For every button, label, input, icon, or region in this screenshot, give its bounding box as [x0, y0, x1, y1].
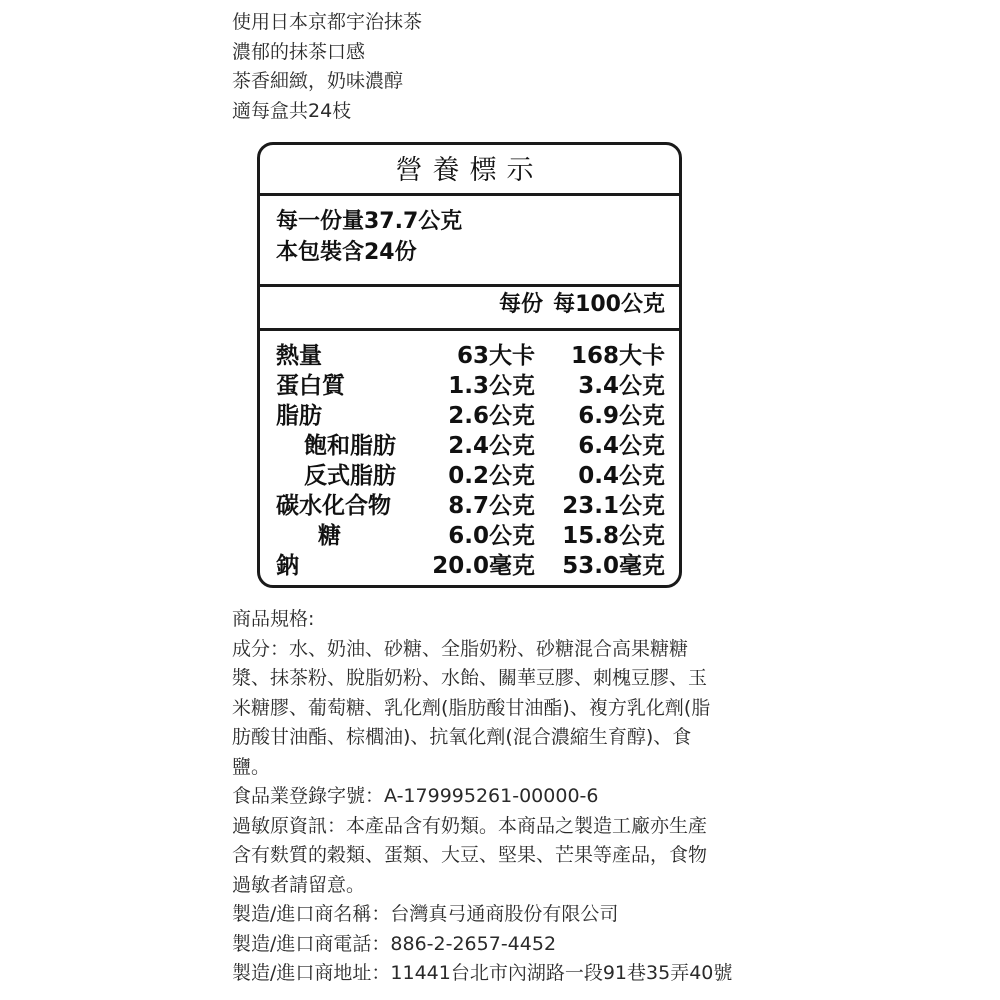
- nutrient-name: 糖: [318, 523, 341, 549]
- ingredients-line: 肪酸甘油酯、棕櫚油)、抗氧化劑(混合濃縮生育醇)、食: [232, 726, 692, 748]
- intro-line: 茶香細緻，奶味濃醇: [232, 70, 404, 92]
- nutrient-per-100g: 15.8公克: [562, 523, 665, 549]
- nutrient-per-100g: 6.4公克: [578, 433, 665, 459]
- nutrient-per-serving: 0.2公克: [448, 463, 535, 489]
- nutrition-label-title: 營養標示: [395, 155, 544, 186]
- nutrient-row-sodium: [276, 551, 665, 581]
- nutrient-row-saturated-fat: [276, 431, 665, 461]
- allergen-line: 含有麩質的穀類、蛋類、大豆、堅果、芒果等產品，食物: [232, 844, 708, 866]
- nutrient-row-carbohydrate: [276, 491, 665, 521]
- nutrient-per-serving: 6.0公克: [448, 523, 535, 549]
- nutrient-per-serving: 2.4公克: [448, 433, 535, 459]
- column-headers: [499, 290, 665, 320]
- nutrient-per-100g: 3.4公克: [578, 373, 665, 399]
- product-specification: [232, 605, 772, 989]
- nutrient-name: 脂肪: [276, 403, 322, 429]
- ingredients-line: 漿、抹茶粉、脫脂奶粉、水飴、關華豆膠、刺槐豆膠、玉: [232, 667, 708, 689]
- nutrient-per-100g: 23.1公克: [562, 493, 665, 519]
- manufacturer-phone: 製造/進口商電話：886-2-2657-4452: [232, 932, 557, 955]
- ingredients-line: 成分：水、奶油、砂糖、全脂奶粉、砂糖混合高果糖糖: [232, 637, 689, 660]
- nutrient-per-serving: 20.0毫克: [432, 553, 535, 579]
- manufacturer-name: 製造/進口商名稱：台灣真弓通商股份有限公司: [232, 903, 619, 925]
- nutrient-per-100g: 168大卡: [570, 343, 665, 369]
- nutrient-per-100g: 53.0毫克: [562, 553, 665, 579]
- nutrition-label: [257, 142, 682, 588]
- ingredients-line: 鹽。: [232, 755, 271, 778]
- intro-line: 濃郁的抹茶口感: [232, 40, 366, 63]
- serving-size: 每一份量37.7公克: [276, 209, 463, 234]
- nutrient-name: 熱量: [276, 343, 322, 369]
- nutrient-name: 飽和脂肪: [304, 433, 396, 459]
- nutrient-per-serving: 63大卡: [456, 343, 535, 369]
- ingredients-line: 米糖膠、葡萄糖、乳化劑(脂肪酸甘油酯)、複方乳化劑(脂: [232, 696, 711, 719]
- spec-heading: 商品規格:: [232, 608, 315, 630]
- nutrient-table: [276, 341, 665, 581]
- nutrient-name: 鈉: [276, 553, 299, 579]
- product-intro: [232, 8, 422, 126]
- nutrient-row-trans-fat: [276, 461, 665, 491]
- nutrient-name: 蛋白質: [276, 373, 345, 399]
- nutrient-row-protein: [276, 371, 665, 401]
- servings-per-package: 本包裝含24份: [276, 240, 417, 265]
- allergen-line: 過敏原資訊：本產品含有奶類。本商品之製造工廠亦生產: [232, 814, 708, 837]
- registration-number: 食品業登錄字號：A-179995261-00000-6: [232, 785, 599, 807]
- column-header-per-serving: 每份: [499, 292, 544, 317]
- nutrient-per-serving: 8.7公克: [448, 493, 535, 519]
- divider: [260, 284, 679, 287]
- intro-line: 使用日本京都宇治抹茶: [232, 11, 423, 33]
- nutrient-per-serving: 2.6公克: [448, 403, 535, 429]
- column-header-per-100g: 每100公克: [553, 292, 665, 317]
- nutrient-per-serving: 1.3公克: [448, 373, 535, 399]
- nutrient-row-sugar: [276, 521, 665, 551]
- serving-info: [276, 206, 462, 268]
- allergen-line: 過敏者請留意。: [232, 873, 366, 896]
- divider: [260, 328, 679, 331]
- nutrient-name: 反式脂肪: [304, 463, 396, 489]
- nutrient-row-energy: [276, 341, 665, 371]
- nutrient-per-100g: 6.9公克: [578, 403, 665, 429]
- nutrient-per-100g: 0.4公克: [578, 463, 665, 489]
- nutrient-name: 碳水化合物: [276, 493, 391, 519]
- intro-line: 適每盒共24枝: [232, 99, 352, 122]
- manufacturer-address: 製造/進口商地址：11441台北市內湖路一段91巷35弄40號: [232, 962, 733, 984]
- divider: [260, 193, 679, 196]
- nutrient-row-fat: [276, 401, 665, 431]
